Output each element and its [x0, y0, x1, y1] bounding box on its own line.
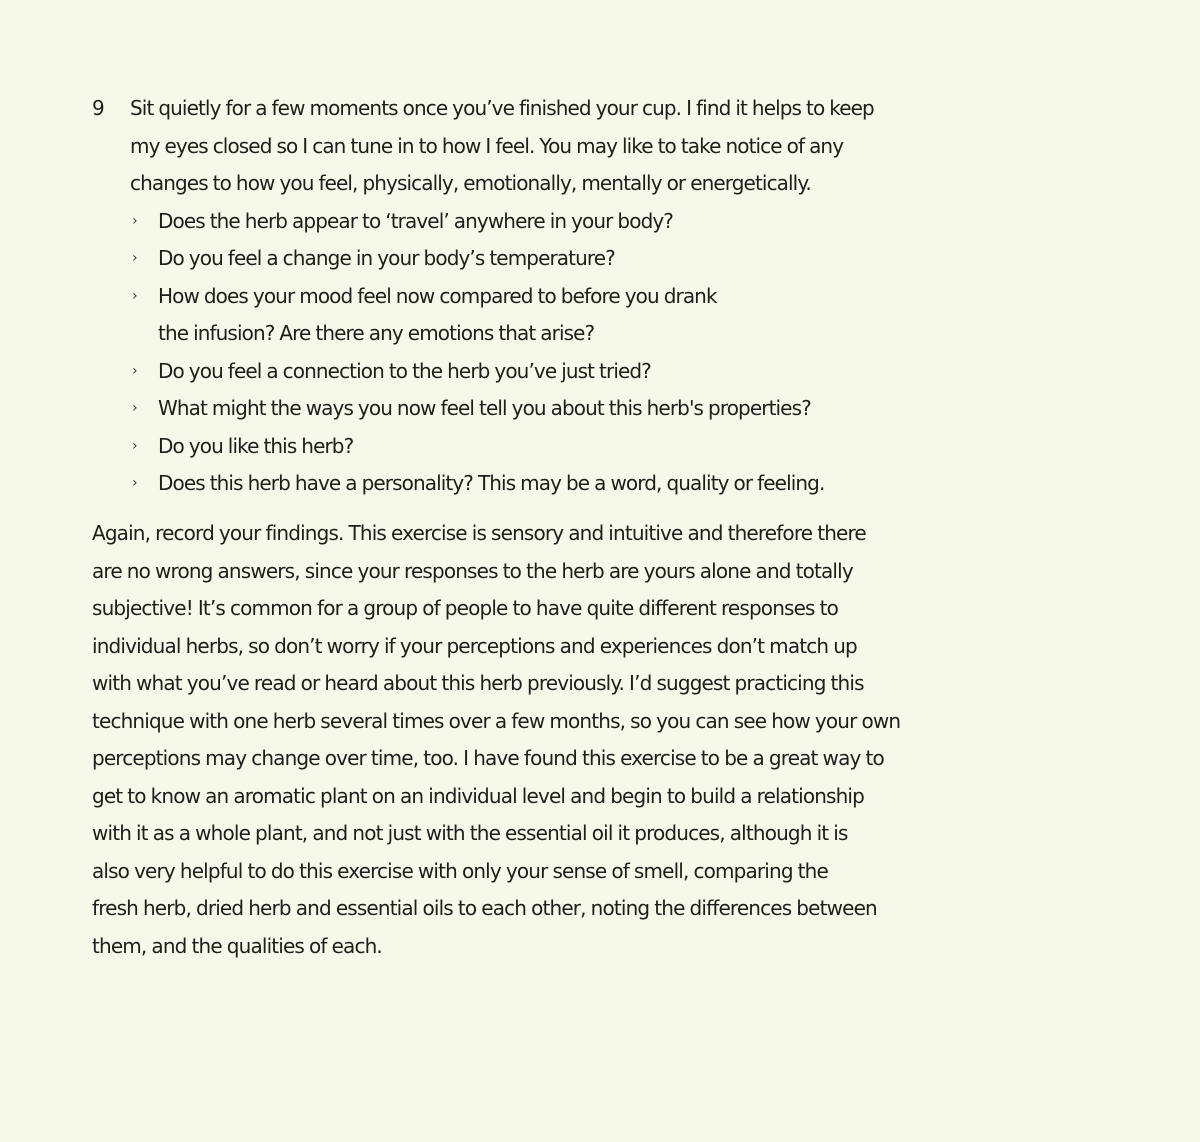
question-text: Do you feel a connection to the herb you’ve just tried?: [158, 358, 651, 383]
chevron-right-icon: ›: [132, 212, 138, 229]
paragraph-line: individual herbs, so don’t worry if your perceptions and experiences don’t match up: [92, 633, 857, 658]
paragraph-line: them, and the qualities of each.: [92, 933, 382, 958]
question-item: [130, 240, 1030, 278]
question-item: [130, 353, 1030, 391]
paragraph-line: subjective! It’s common for a group of people to have quite different responses to: [92, 596, 838, 620]
question-item: [130, 428, 1030, 466]
chevron-right-icon: ›: [132, 250, 138, 266]
question-text: Does this herb have a personality? This may be a word, quality or feeling.: [158, 471, 825, 495]
question-text: What might the ways you now feel tell you about this herb's properties?: [158, 396, 811, 420]
paragraph-line: perceptions may change over time, too. I have found this exercise to be a great way to: [92, 746, 884, 770]
question-item: [130, 390, 1030, 428]
question-text: Does the herb appear to ‘travel’ anywhere in your body?: [158, 208, 674, 233]
chevron-right-icon: ›: [132, 475, 138, 491]
question-item: [130, 465, 1030, 503]
body-paragraph: [92, 515, 1014, 965]
question-text: Do you like this herb?: [158, 433, 354, 458]
question-item: [130, 278, 1030, 353]
paragraph-line: fresh herb, dried herb and essential oils to each other, noting the differences between: [92, 896, 877, 920]
question-text: the infusion? Are there any emotions that arise?: [158, 321, 595, 345]
paragraph-line: with it as a whole plant, and not just with the essential oil it produces, although it is: [92, 821, 848, 845]
step-text-line: Sit quietly for a few moments once you’ve finished your cup. I find it helps to keep: [130, 96, 874, 120]
question-text: Do you feel a change in your body’s temperature?: [158, 246, 615, 270]
step-body: [130, 90, 1030, 503]
step-number: 9: [92, 96, 105, 120]
question-item: [130, 203, 1030, 241]
step-text-line: changes to how you feel, physically, emotionally, mentally or energetically.: [130, 171, 811, 195]
chevron-right-icon: ›: [132, 287, 138, 304]
paragraph-line: also very helpful to do this exercise with only your sense of smell, comparing the: [92, 858, 828, 883]
question-list: [130, 203, 1030, 503]
step-text-line: my eyes closed so I can tune in to how I feel. You may like to take notice of any: [130, 133, 844, 158]
chevron-right-icon: ›: [132, 437, 138, 454]
chevron-right-icon: ›: [132, 400, 138, 416]
paragraph-line: get to know an aromatic plant on an individual level and begin to build a relationship: [92, 783, 864, 808]
paragraph-line: with what you’ve read or heard about this herb previously. I’d suggest practicing this: [92, 671, 864, 695]
paragraph-line: Again, record your findings. This exercise is sensory and intuitive and therefore there: [92, 521, 866, 545]
question-text: How does your mood feel now compared to before you drank: [158, 283, 717, 308]
paragraph-line: are no wrong answers, since your responses to the herb are yours alone and totally: [92, 558, 853, 583]
paragraph-line: technique with one herb several times over a few months, so you can see how your own: [92, 708, 901, 733]
chevron-right-icon: ›: [132, 362, 138, 379]
